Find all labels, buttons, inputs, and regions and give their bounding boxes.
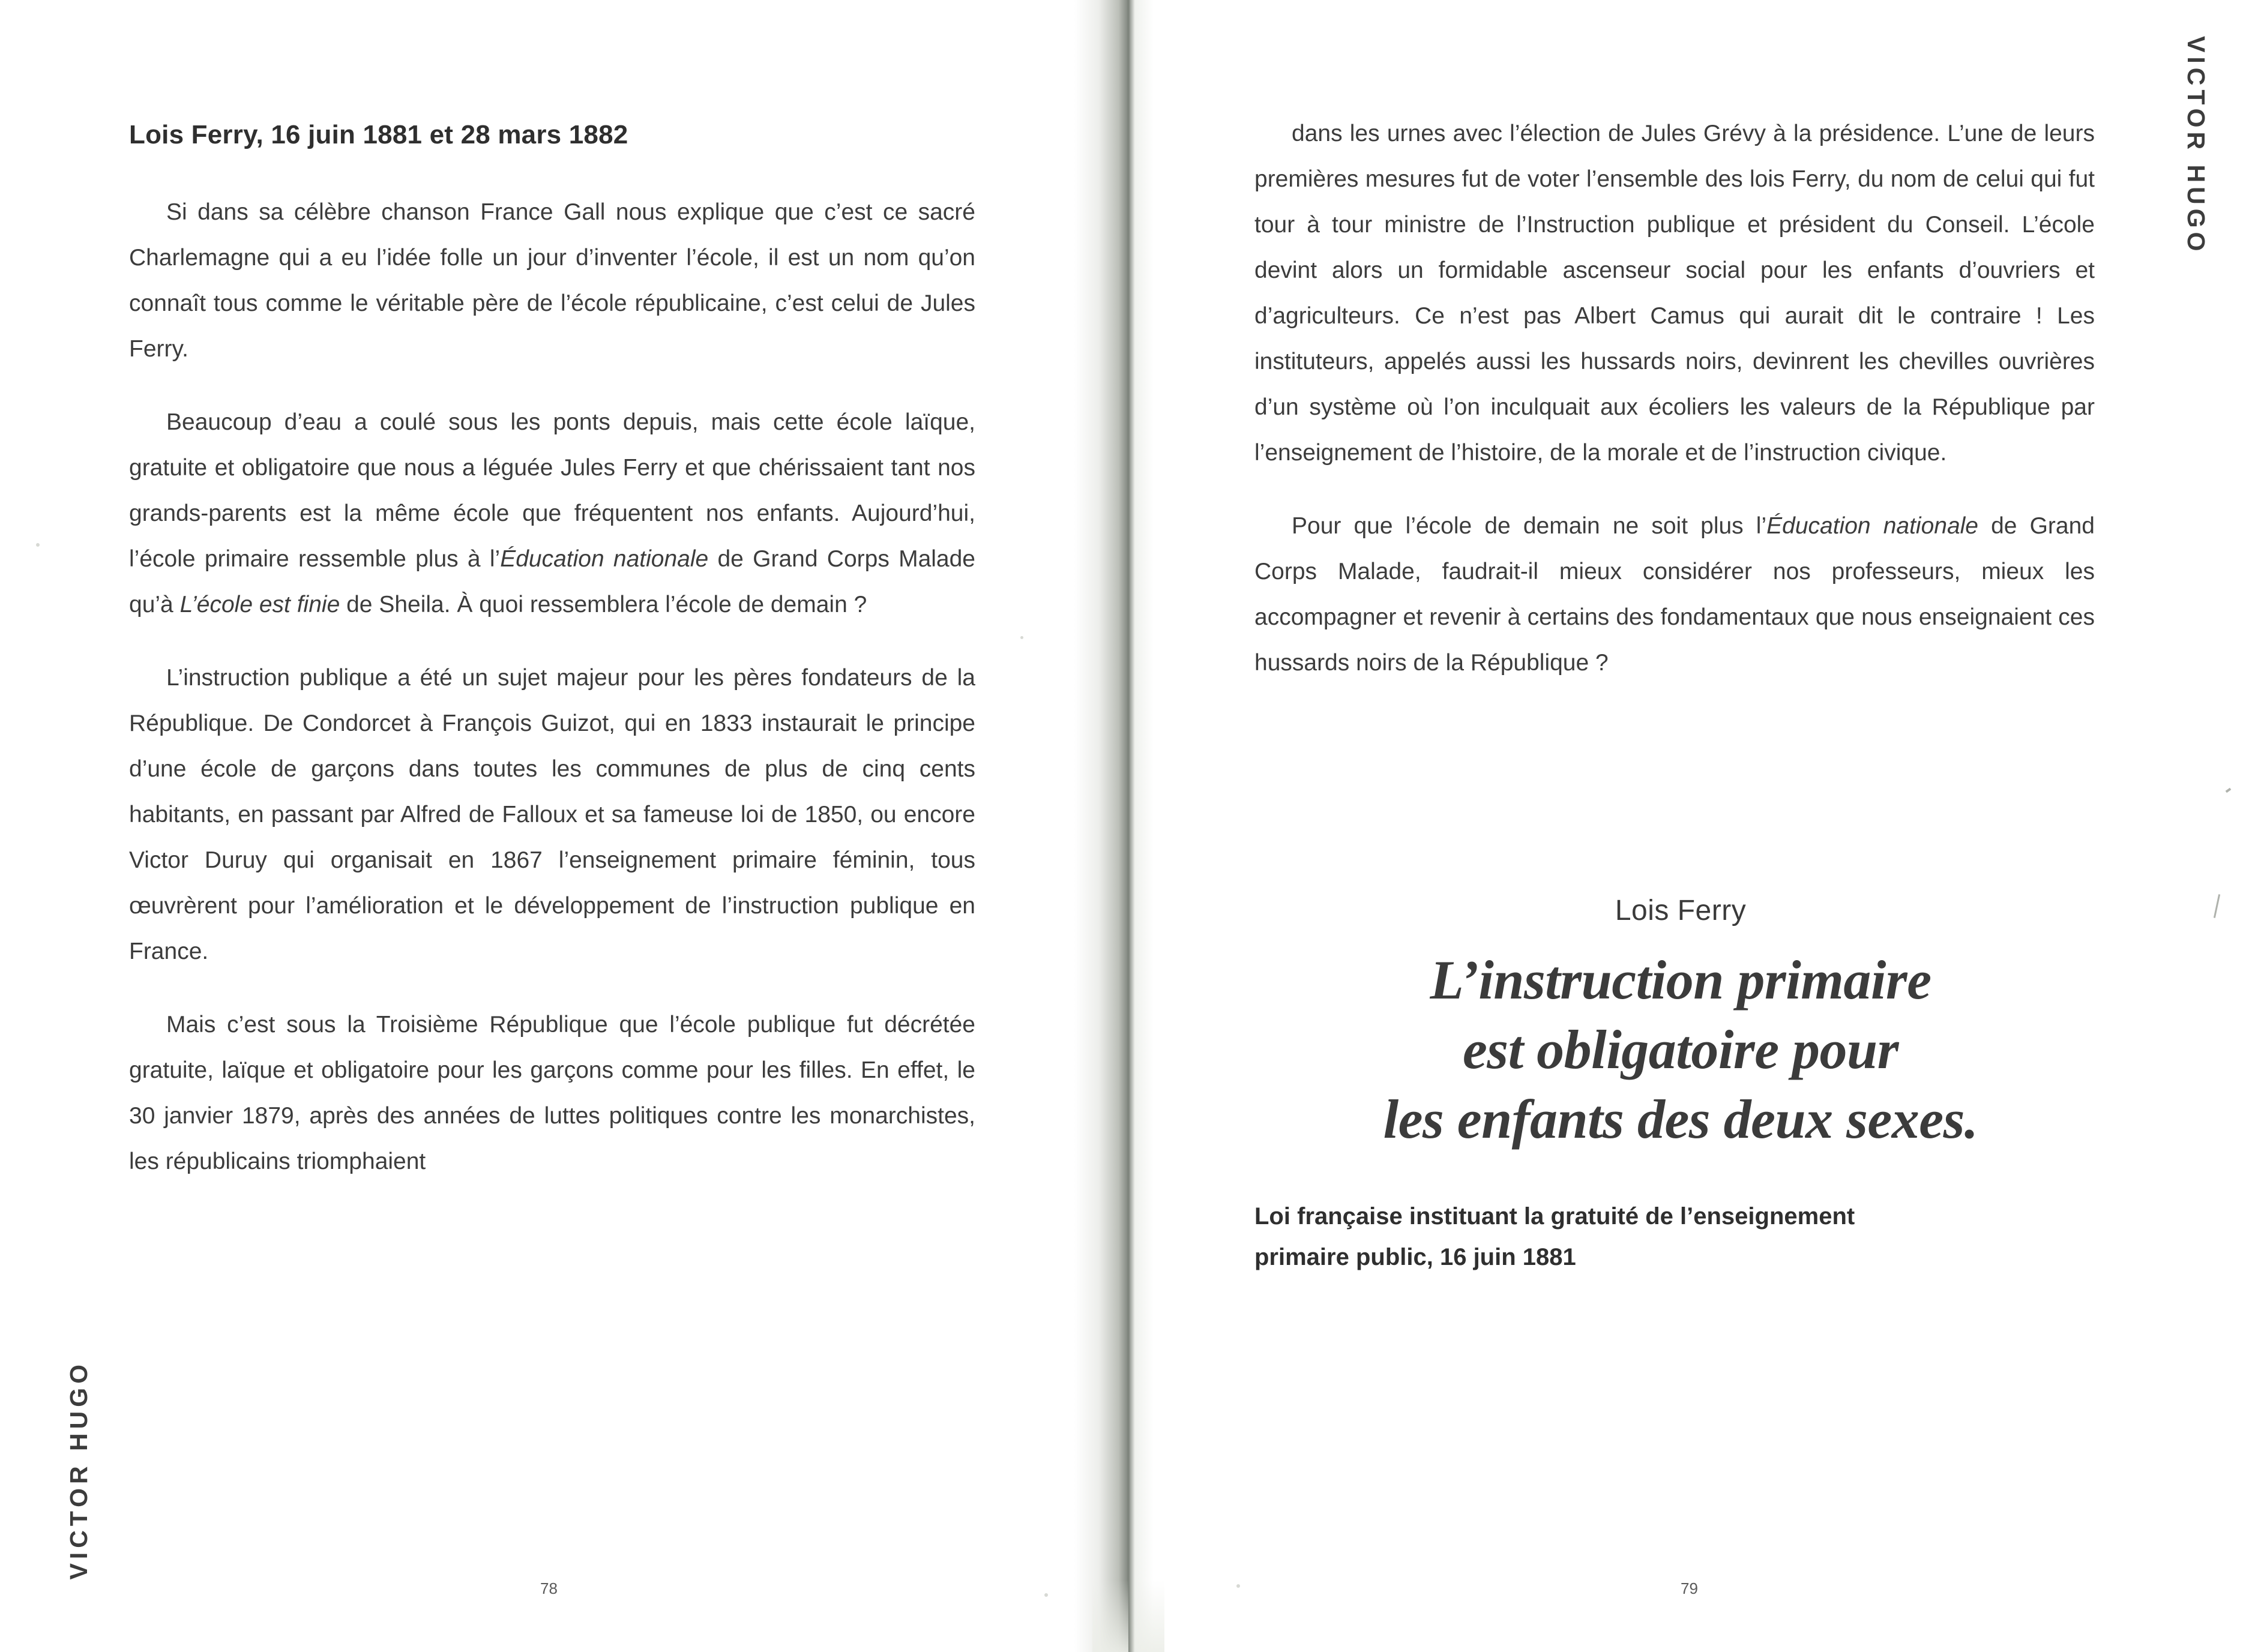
paragraph [129, 655, 975, 975]
paragraph-text: Pour que l’école de demain ne soit plus l’Éducation nationale de Grand Corps Malade, faudrait-il mieux considérer nos professeurs, mieux les accompagner et revenir à certains des fondamentaux que nous enseignaient ces hussards noirs de la République ? [1254, 513, 2095, 676]
paragraph [129, 1002, 975, 1185]
quote-line-3: les enfants des deux sexes. [1383, 1089, 1978, 1150]
right-page [1164, 0, 2255, 1652]
pull-quote-block [1254, 894, 2107, 1278]
folio-left: 78 [540, 1579, 558, 1597]
right-text-column [1254, 111, 2095, 686]
quote-source [1254, 1196, 2107, 1278]
paper-mark [2226, 788, 2232, 793]
paper-speck [1020, 636, 1023, 639]
paper-speck [1044, 1593, 1048, 1597]
paragraph-text: Mais c’est sous la Troisième République que l’école publique fut décrétée gratuite, laïque et obligatoire pour les garçons comme pour les filles. En effet, le 30 janvier 1879, après des années de luttes politiques contre les monarchistes, les républicains triomphaient [129, 1012, 975, 1174]
left-text-column [129, 120, 975, 1185]
running-head-left: VICTOR HUGO [65, 1360, 92, 1580]
folio-right: 79 [1681, 1579, 1698, 1597]
running-head-right: VICTOR HUGO [2182, 36, 2210, 256]
left-page [0, 0, 1074, 1652]
paragraph [129, 400, 975, 628]
paragraph-text: Beaucoup d’eau a coulé sous les ponts depuis, mais cette école laïque, gratuite et obligatoire que nous a léguée Jules Ferry et que chérissaient tant nos grands-parents est la même école que fréquentent nos enfants. Aujourd’hui, l’école primaire ressemble plus à l’Éducation nationale de Grand Corps Malade qu’à L’école est finie de Sheila. À quoi ressemblera l’école de demain ? [129, 409, 975, 617]
quote-source-line-2: primaire public, 16 juin 1881 [1254, 1244, 1576, 1270]
fold-bottom-shadow [1092, 1580, 1164, 1652]
book-gutter [1074, 0, 1164, 1652]
paragraph-text: Si dans sa célèbre chanson France Gall nous explique que c’est ce sacré Charlemagne qui a eu l’idée folle un jour d’inventer l’école, il est un nom qu’on connaît tous comme le véritable père de l’école républicaine, c’est celui de Jules Ferry. [129, 199, 975, 362]
quote-source-line-1: Loi française instituant la gratuité de l’enseignement [1254, 1203, 1855, 1230]
paragraph-text: dans les urnes avec l’élection de Jules Grévy à la présidence. L’une de leurs premières mesures fut de voter l’ensemble des lois Ferry, du nom de celui qui fut tour à tour ministre de l’Instruction publique et président du Conseil. L’école devint alors un formidable ascenseur social pour les enfants d’ouvriers et d’agriculteurs. Ce n’est pas Albert Camus qui aurait dit le contraire ! Les instituteurs, appelés aussi les hussards noirs, devinrent les chevilles ouvrières d’un système où l’on inculquait aux écoliers les valeurs de la République par l’enseignement de l’histoire, de la morale et de l’instruction civique. [1254, 121, 2095, 466]
paragraph [1254, 503, 2095, 686]
paper-mark [2214, 894, 2220, 918]
paragraph [1254, 111, 2095, 476]
fold-line [1127, 0, 1130, 1652]
paper-speck [1236, 1584, 1240, 1588]
quote-author: Lois Ferry [1615, 895, 1747, 927]
paragraph-text: L’instruction publique a été un sujet majeur pour les pères fondateurs de la République. De Condorcet à François Guizot, qui en 1833 instaurait le principe d’une école de garçons dans toutes les communes de plus de cinq cents habitants, en passant par Alfred de Falloux et sa fameuse loi de 1850, ou encore Victor Duruy qui organisait en 1867 l’enseignement primaire féminin, tous œuvrèrent pour l’amélioration et le développement de l’instruction publique en France. [129, 665, 975, 964]
paragraph [129, 190, 975, 372]
quote-line-2: est obligatoire pour [1462, 1019, 1899, 1080]
section-title: Lois Ferry, 16 juin 1881 et 28 mars 1882 [129, 120, 628, 149]
paper-speck [36, 543, 40, 547]
quote-text [1254, 945, 2107, 1154]
quote-line-1: L’instruction primaire [1430, 949, 1931, 1011]
